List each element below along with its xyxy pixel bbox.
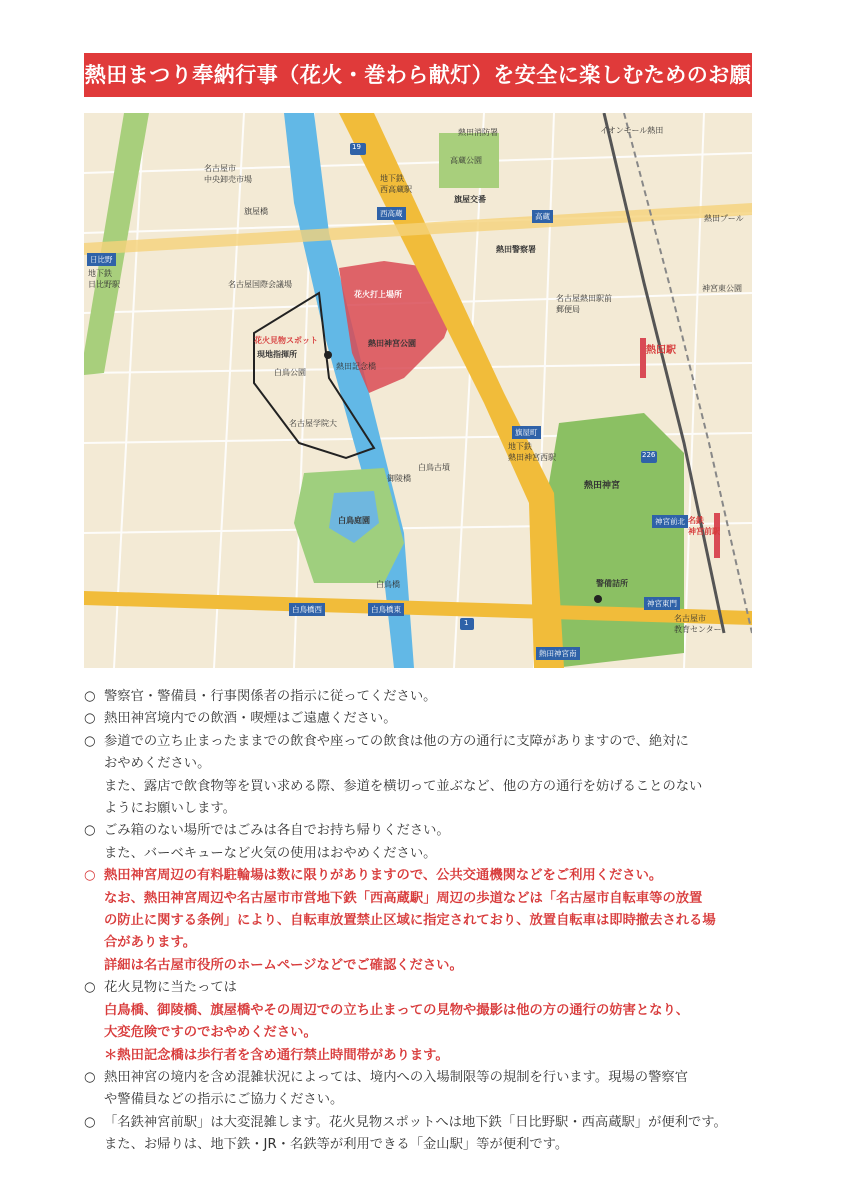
label-hanabi-launch: 花火打上場所 — [354, 290, 402, 299]
bullet-circle: ○ — [84, 689, 96, 704]
map-graphic — [84, 113, 752, 668]
notice-line: おやめください。 — [104, 756, 211, 772]
notice-line: 熱田神宮の境内を含め混雑状況によっては、境内への入場制限等の規制を行います。現場の警察官 — [104, 1069, 688, 1085]
label-atsuta-station: 熱田駅 — [646, 345, 676, 356]
notice-line: 花火見物に当たっては — [104, 980, 237, 996]
notice-line: ごみ箱のない場所ではごみは各自でお持ち帰りください。 — [104, 823, 450, 839]
notice-item — [84, 1112, 774, 1157]
label-keibi-tsumesho: 警備詰所 — [596, 579, 628, 588]
label-shiratoribashi: 白鳥橋 — [376, 580, 400, 589]
notice-item — [84, 865, 774, 977]
notice-item — [84, 708, 774, 730]
notice-line: また、お帰りは、地下鉄・JR・名鉄等が利用できる「金山駅」等が便利です。 — [104, 1137, 569, 1153]
notice-line: また、露店で飲食物等を買い求める際、参道を横切って並ぶなど、他の方の通行を妨げることのない — [104, 778, 703, 794]
notice-line: 熱田神宮周辺の有料駐輪場は数に限りがありますので、公共交通機関などをご利用ください。 — [104, 868, 663, 884]
notice-list — [84, 686, 774, 1157]
notice-item — [84, 1067, 774, 1112]
label-jingu-park: 熱田神宮公園 — [368, 339, 416, 348]
notice-item — [84, 977, 774, 1067]
bullet-circle: ○ — [84, 733, 96, 749]
notice-item — [84, 731, 774, 821]
label-atsuta-pool: 熱田プール — [704, 214, 744, 223]
sign-takakura: 高蔵 — [532, 210, 553, 223]
page-title: 熱田まつり奉納行事（花火・巻わら献灯）を安全に楽しむためのお願 — [84, 53, 752, 97]
label-shiratori-park: 白鳥公園 — [274, 368, 306, 377]
notice-sub-line: 大変危険ですのでおやめください。 — [104, 1025, 317, 1041]
label-nagoya-gakuin: 名古屋学院大 — [289, 419, 337, 428]
label-hataya-koban: 旗屋交番 — [454, 195, 486, 204]
sign-hatayacho: 旗屋町 — [512, 426, 541, 439]
label-meitetsu-jingumae: 名鉄 神宮前駅 — [688, 516, 720, 536]
bullet-circle: ○ — [84, 980, 96, 996]
label-jingu-higashi-park: 神宮東公園 — [702, 284, 742, 293]
bullet-circle: ○ — [84, 1114, 96, 1130]
notice-line: また、バーベキューなど火気の使用はおやめください。 — [104, 845, 437, 861]
label-shiratori-teien: 白鳥庭園 — [338, 516, 370, 525]
bullet-circle: ○ — [84, 868, 96, 884]
label-education-center: 名古屋市 教育センター — [674, 614, 722, 634]
notice-line: の防止に関する条例」により、自転車放置禁止区域に指定されており、放置自転車は即時撤去される場 — [104, 913, 716, 929]
notice-line: や警備員などの指示にご協力ください。 — [104, 1092, 344, 1108]
label-takakura-park: 高蔵公園 — [450, 156, 482, 165]
sign-shiratoribashi-nishi: 白鳥橋西 — [289, 603, 325, 616]
label-route19: 19 — [352, 143, 361, 151]
notice-line: 詳細は名古屋市役所のホームページなどでご確認ください。 — [104, 957, 463, 973]
label-post-office: 名古屋熱田駅前 郵便局 — [556, 294, 612, 314]
label-aeon: イオンモール熱田 — [600, 126, 664, 135]
command-post-marker — [324, 351, 332, 359]
label-jingu-nishi-station: 地下鉄 熱田神宮西駅 — [508, 442, 556, 462]
guard-post-marker — [594, 595, 602, 603]
label-kinenbashi: 熱田記念橋 — [336, 362, 376, 371]
label-goryobashi: 御陵橋 — [387, 474, 411, 483]
label-nishitakakura-station: 地下鉄 西高蔵駅 — [380, 174, 412, 194]
label-kokusai-kaigijo: 名古屋国際会議場 — [228, 280, 292, 289]
sign-shiratoribashi-higashi: 白鳥橋東 — [368, 603, 404, 616]
notice-line: 合があります。 — [104, 935, 197, 951]
area-map — [84, 113, 752, 668]
notice-line: なお、熱田神宮周辺や名古屋市市営地下鉄「西高蔵駅」周辺の歩道などは「名古屋市自転車等の放置 — [104, 890, 703, 906]
sign-jingu-minami: 熱田神宮南 — [536, 647, 580, 660]
bullet-circle: ○ — [84, 823, 96, 839]
notice-line: 参道での立ち止まったままでの飲食や座っての飲食は他の方の通行に支障がありますので、絶対に — [104, 733, 689, 749]
label-hibino-station: 地下鉄 日比野駅 — [88, 269, 120, 289]
bullet-circle: ○ — [84, 1069, 96, 1085]
notice-item — [84, 686, 774, 708]
label-atsuta-shobo: 熱田消防署 — [458, 128, 498, 137]
notice-line: 「名鉄神宮前駅」は大変混雑します。花火見物スポットへは地下鉄「日比野駅・西高蔵駅」が便利です。 — [104, 1114, 727, 1130]
notice-line: 警察官・警備員・行事関係者の指示に従ってください。 — [104, 689, 437, 704]
label-hanabi-spot: 花火見物スポット — [254, 336, 318, 345]
sign-jingumae-kita: 神宮前北 — [652, 515, 688, 528]
label-hatayabashi: 旗屋橋 — [244, 207, 268, 216]
label-chuo: 名古屋市 中央卸売市場 — [204, 164, 252, 184]
notice-sub-line: ＊熱田記念橋は歩行者を含め通行禁止時間帯があります。 — [104, 1047, 449, 1063]
notice-line: ようにお願いします。 — [104, 801, 236, 817]
label-shiratori-kofun: 白鳥古墳 — [418, 463, 450, 472]
label-route226: 226 — [642, 451, 656, 459]
label-atsuta-jingu: 熱田神宮 — [584, 481, 621, 491]
notice-line: 熱田神宮境内での飲酒・喫煙はご遠慮ください。 — [104, 711, 397, 727]
sign-jingu-higashimon: 神宮東門 — [644, 597, 680, 610]
label-route1: 1 — [464, 619, 469, 627]
notice-sub-line: 白鳥橋、御陵橋、旗屋橋やその周辺での立ち止まっての見物や撮影は他の方の通行の妨害となり、 — [104, 1002, 690, 1018]
sign-hibino: 日比野 — [87, 253, 116, 266]
sign-nishitakakura: 西高蔵 — [377, 207, 406, 220]
label-genchi-shikisho: 現地指揮所 — [257, 350, 297, 359]
bullet-circle: ○ — [84, 711, 96, 727]
label-atsuta-keisatsu: 熱田警察署 — [496, 245, 536, 254]
notice-item — [84, 820, 774, 865]
